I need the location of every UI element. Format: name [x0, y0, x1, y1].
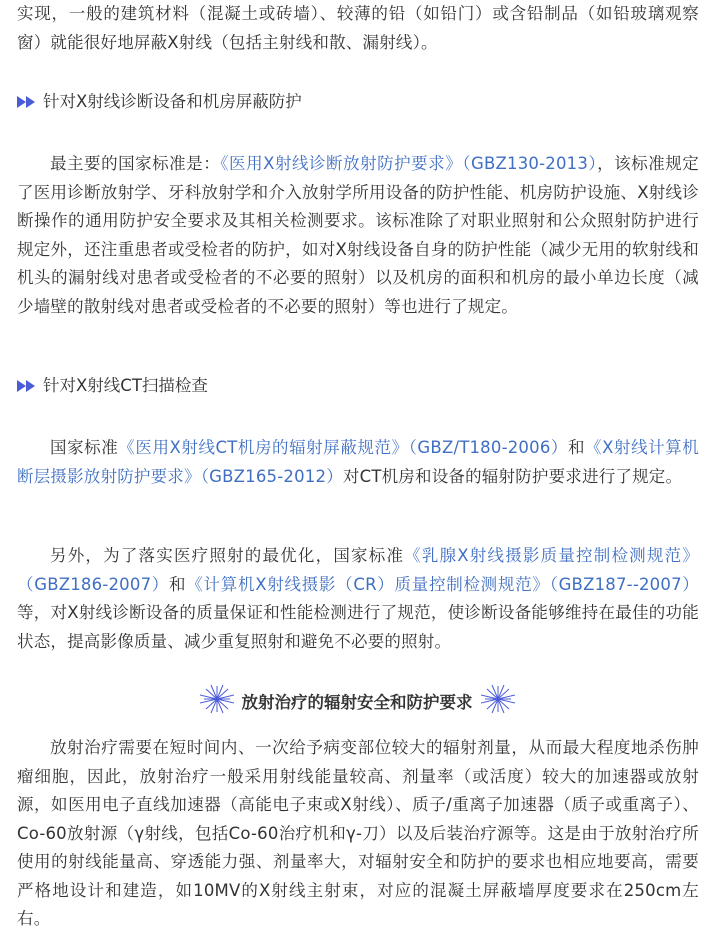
paragraph-xray-standard	[17, 150, 699, 321]
text-span: 放射治疗需要在短时间内、一次给予病变部位较大的辐射剂量，从而最大程度地杀伤肿瘤细胞，因此，放射治疗一般采用射线能量较高、剂量率（或活度）较大的加速器或放射源，如医用电子直线加速器（高能电子束或X射线）、质子/重离子加速器（质子或重离子）、Co-60放射源（γ射线，包括Co-60治疗机和γ-刀）以及后装治疗源等。这是由于放射治疗所使用的射线能量高、穿透能力强、剂量率大，对辐射安全和防护的要求也相应地要高，需要严格地设计和建造，如10MV的X射线主射束，对应的混凝土屏蔽墙厚度要求在250cm左右。	[17, 738, 699, 928]
standard-link-gbz-t180[interactable]: 《医用X射线CT机房的辐射屏蔽规范》（GBZ/T180-2006）	[118, 438, 568, 457]
text-span: ，该标准规定了医用诊断放射学、牙科放射学和介入放射学所用设备的防护性能、机房防护设施、X射线诊断操作的通用防护安全要求及其相关检测要求。该标准除了对职业照射和公众照射防护进行规定外，还注重患者或受检者的防护，如对X射线设备自身的防护性能（减少无用的软射线和机头的漏射线对患者或受检者的不必要的照射）以及机房的面积和机房的最小单边长度（减少墙壁的散射线对患者或受检者的不必要的照射）等也进行了规定。	[17, 154, 700, 316]
text-span: 和	[567, 438, 586, 457]
intro-text: 实现，一般的建筑材料（混凝土或砖墙）、较薄的铅（如铅门）或含铅制品（如铅玻璃观察窗）就能很好地屏蔽X射线（包括主射线和散、漏射线）。	[17, 4, 699, 52]
section-title-text: 放射治疗的辐射安全和防护要求	[241, 693, 473, 712]
text-span: 和	[169, 574, 187, 594]
text-span: 对CT机房和设备的辐射防护要求进行了规定。	[342, 466, 683, 486]
text-span: 等，对X射线诊断设备的质量保证和性能检测进行了规范，使诊断设备能够维持在最佳的功能状态，提高影像质量、减少重复照射和避免不必要的照射。	[17, 603, 699, 651]
standard-link-gbz130[interactable]: 《医用X射线诊断放射防护要求》（GBZ130-2013）	[220, 154, 598, 173]
intro-paragraph	[17, 0, 699, 57]
text-span: 另外，为了落实医疗照射的最优化，国家标准	[50, 546, 405, 565]
double-triangle-icon	[17, 379, 37, 393]
paragraph-ct-standard	[17, 434, 699, 491]
section-heading-xray-diagnosis	[17, 90, 302, 114]
double-triangle-icon	[17, 95, 37, 109]
starburst-icon	[200, 684, 234, 718]
paragraph-quality-control	[17, 542, 699, 656]
section-title-radiotherapy	[0, 686, 714, 716]
heading-label: 针对X射线诊断设备和机房屏蔽防护	[43, 92, 302, 111]
paragraph-radiotherapy	[17, 734, 699, 934]
standard-link-gbz187[interactable]: 《计算机X射线摄影（CR）质量控制检测规范》（GBZ187--2007）	[186, 574, 700, 594]
section-heading-ct-scan	[17, 374, 208, 398]
standard-link-gbz165[interactable]: 《X射线计算机断层摄影放射防护要求》（GBZ165-2012）	[17, 438, 699, 486]
text-span: 国家标准	[50, 438, 119, 457]
heading-label: 针对X射线CT扫描检查	[43, 376, 208, 395]
text-span: 最主要的国家标准是：	[50, 154, 221, 173]
standard-link-gbz186[interactable]: 《乳腺X射线摄影质量控制检测规范》（GBZ186-2007）	[17, 546, 699, 594]
starburst-icon	[481, 684, 515, 718]
